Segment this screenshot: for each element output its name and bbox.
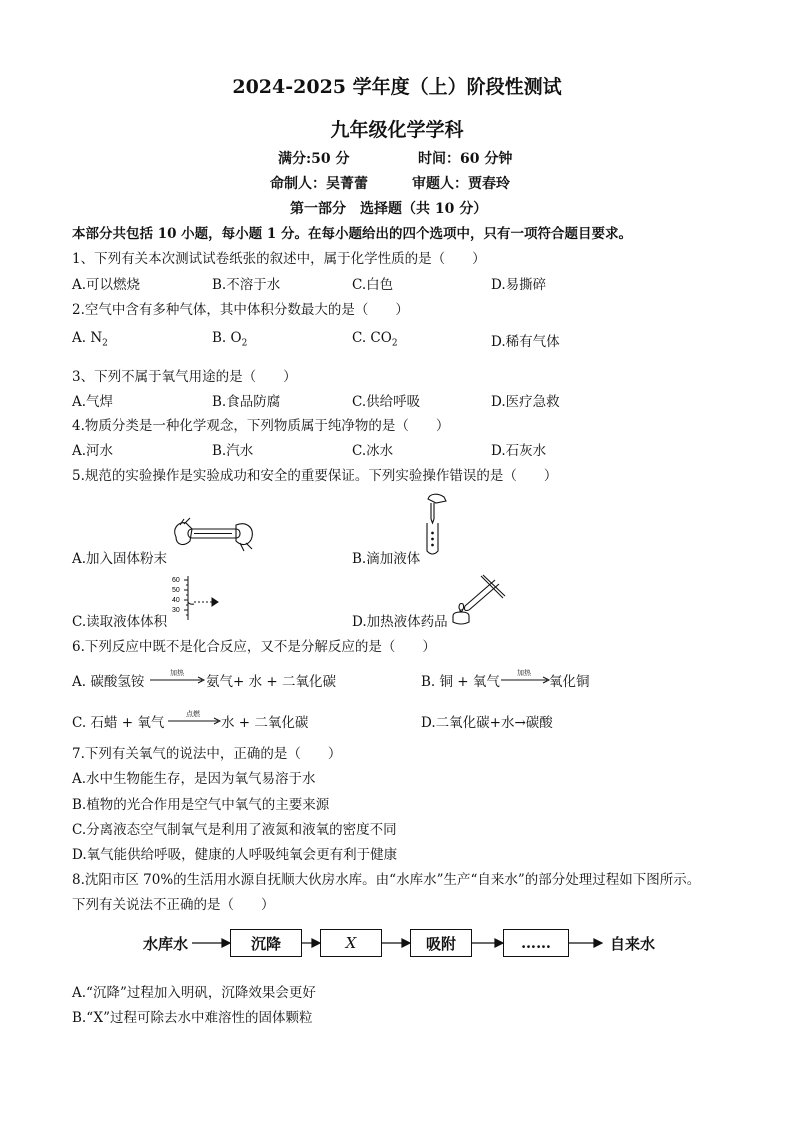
q6-stem: 6.下列反应中既不是化合反应，又不是分解反应的是（ ） [72, 639, 436, 655]
tick-label-60: 60 [172, 577, 180, 584]
q6-option-b-products: 氧化铜 [549, 674, 590, 690]
q6-option-d: D.二氧化碳+水→碳酸 [421, 715, 553, 731]
q5-option-b: B.滴加液体 [352, 551, 421, 567]
full-score: 满分:50 分 [278, 151, 350, 167]
q6-option-a-condition: 加热 [170, 669, 184, 677]
q6-option-b-condition: 加热 [517, 669, 531, 677]
q4-stem: 4.物质分类是一种化学观念，下列物质属于纯净物的是（ ） [72, 418, 450, 434]
q6-option-a-reactants: A. 碳酸氢铵 [72, 674, 145, 690]
tick-label-30: 30 [172, 607, 180, 614]
q5-option-c: C.读取液体体积 [72, 614, 168, 630]
q5-option-a: A.加入固体粉末 [72, 551, 168, 567]
q6-option-b-reactants: B. 铜 + 氧气 [421, 674, 500, 690]
reviewer: 审题人：贾春玲 [412, 176, 510, 192]
flow-step-sedimentation: 沉降 [230, 929, 302, 957]
exam-title: 2024-2025 学年度（上）阶段性测试 [232, 76, 562, 98]
flow-step-ellipsis: …… [503, 929, 569, 957]
flow-start-label: 水库水 [143, 935, 189, 953]
q1-option-c: C.白色 [352, 277, 394, 293]
tick-label-50: 50 [172, 587, 180, 594]
instruction: 本部分共包括 10 小题，每小题 1 分。在每小题给出的四个选项中，只有一项符合题目要求。 [72, 226, 632, 242]
q6-option-c-condition: 点燃 [186, 710, 200, 718]
q2-stem: 2.空气中含有多种气体，其中体积分数最大的是（ ） [72, 302, 409, 318]
q3-option-d: D.医疗急救 [491, 394, 560, 410]
q3-option-c: C.供给呼吸 [352, 394, 421, 410]
q1-option-d: D.易撕碎 [491, 277, 547, 293]
q5-option-d: D.加热液体药品 [352, 614, 448, 630]
author: 命制人：吴菁蕾 [270, 176, 368, 192]
exam-time: 时间：60 分钟 [418, 151, 513, 167]
q6-option-c-products: 水 + 二氧化碳 [221, 715, 309, 731]
q2-option-a: A. $N_2$ [72, 330, 108, 349]
q3-option-a: A.气焊 [72, 394, 114, 410]
q7-stem: 7.下列有关氧气的说法中，正确的是（ ） [72, 746, 342, 762]
q8-stem-line2: 下列有关说法不正确的是（ ） [72, 897, 275, 913]
q8-option-b: B.“X”过程可除去水中难溶性的固体颗粒 [72, 1010, 313, 1026]
q5-stem: 5.规范的实验操作是实验成功和安全的重要保证。下列实验操作错误的是（ ） [72, 468, 558, 484]
flow-end-label: 自来水 [610, 935, 656, 953]
q1-option-a: A.可以燃烧 [72, 277, 141, 293]
q1-option-b: B.不溶于水 [212, 277, 281, 293]
part-heading: 第一部分 选择题（共 10 分） [290, 201, 488, 217]
q4-option-b: B.汽水 [212, 443, 254, 459]
q2-option-c: C. $CO_2$ [352, 330, 398, 349]
q7-option-a: A.水中生物能生存，是因为氧气易溶于水 [72, 771, 316, 787]
q7-option-c: C.分离液态空气制氧气是利用了液氮和液氧的密度不同 [72, 822, 397, 838]
exam-subject: 九年级化学学科 [330, 119, 464, 141]
q4-option-a: A.河水 [72, 443, 114, 459]
q4-option-c: C.冰水 [352, 443, 394, 459]
q7-option-d: D.氧气能供给呼吸，健康的人呼吸纯氧会更有利于健康 [72, 847, 398, 863]
q3-stem: 3、下列不属于氧气用途的是（ ） [72, 369, 297, 385]
q6-option-a-products: 氨气+ 水 + 二氧化碳 [206, 674, 336, 690]
tick-label-40: 40 [172, 597, 180, 604]
q6-option-c-reactants: C. 石蜡 + 氧气 [72, 715, 165, 731]
q3-option-b: B.食品防腐 [212, 394, 281, 410]
q8-option-a: A.“沉降”过程加入明矾，沉降效果会更好 [72, 985, 316, 1001]
q2-option-b: B. $O_2$ [212, 330, 248, 349]
q1-stem: 1、下列有关本次测试试卷纸张的叙述中，属于化学性质的是（ ） [72, 251, 486, 267]
q7-option-b: B.植物的光合作用是空气中氧气的主要来源 [72, 797, 330, 813]
q2-option-d: D.稀有气体 [491, 334, 560, 350]
q4-option-d: D.石灰水 [491, 443, 547, 459]
flow-step-x: X [320, 929, 382, 957]
flow-step-adsorption: 吸附 [410, 929, 472, 957]
q8-stem-line1: 8.沈阳市区 70%的生活用水源自抚顺大伙房水库。由“水库水”生产“自来水”的部分处理过程如下图所示。 [72, 872, 701, 888]
